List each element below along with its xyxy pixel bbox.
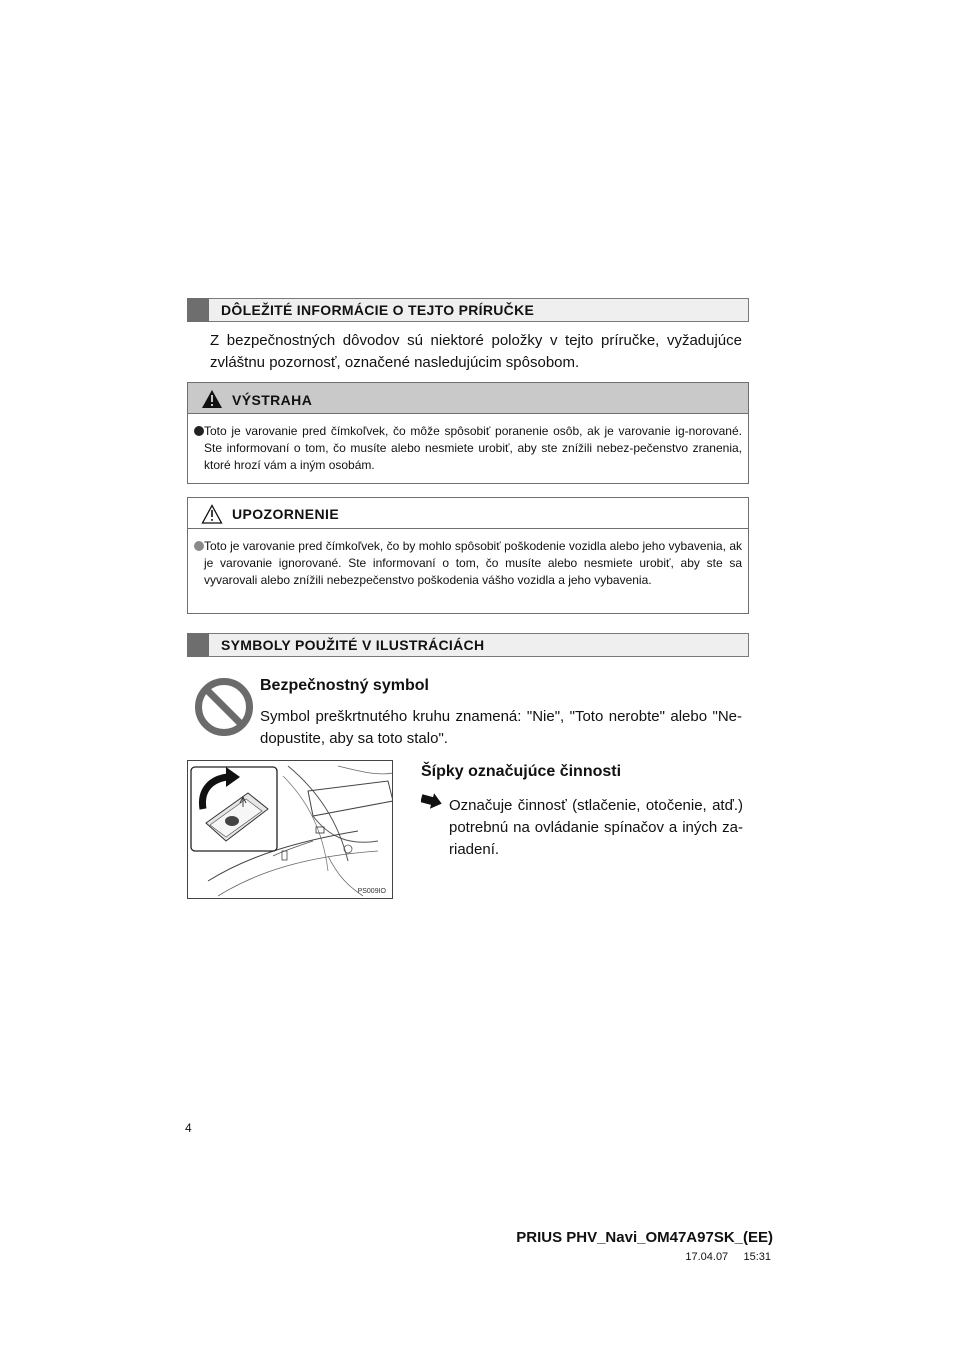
console-illustration [188,761,393,899]
caution-label: UPOZORNENIE [232,506,340,522]
section-title: SYMBOLY POUŽITÉ V ILUSTRÁCIÁCH [221,637,485,653]
warning-triangle-icon [201,389,223,409]
section-header-symbols [187,633,749,657]
section-header-bar [187,633,209,657]
illustration-console [187,760,393,899]
bullet-icon [194,541,204,551]
safety-symbol-title: Bezpečnostný symbol [260,677,429,694]
illustration-code: PS009IO [357,888,386,895]
action-arrow-icon [421,793,443,809]
safety-symbol-text: Symbol preškrtnutého kruhu znamená: "Nie", "Toto nerobte" alebo "Ne-dopustite, aby sa toto stalo". [260,708,742,747]
caution-body [188,529,748,599]
action-arrows-text: Označuje činnosť (stlačenie, otočenie, atď.) potrebnú na ovládanie spínačov a iných za-riadení. [449,797,743,858]
section-header-important-info [187,298,749,322]
intro-paragraph: Z bezpečnostných dôvodov sú niektoré položky v tejto príručke, vyžadujúce zvláštnu pozornosť, označené nasledujúcim spôsobom. [210,332,742,371]
bullet-icon [194,426,204,436]
document-datetime: 17.04.07 15:31 [685,1251,771,1263]
section-title: DÔLEŽITÉ INFORMÁCIE O TEJTO PRÍRUČKE [221,302,535,318]
page-number: 4 [185,1121,192,1135]
warning-label: VÝSTRAHA [232,392,313,408]
section-header-bar [187,298,209,322]
document-id: PRIUS PHV_Navi_OM47A97SK_(EE) [516,1229,773,1246]
warning-text: Toto je varovanie pred čímkoľvek, čo môže spôsobiť poranenie osôb, ak je varovanie ig-norované. Ste informovaní o tom, čo musíte alebo nesmiete urobiť, aby ste znížili nebez-pečenstvo zranenia, ktoré hrozí vám a iným osobám. [204,424,742,472]
warning-box [187,382,749,484]
caution-triangle-icon [201,504,223,524]
warning-box-header [188,383,748,414]
prohibition-icon [193,676,255,738]
caution-box [187,497,749,614]
action-arrows-title: Šípky označujúce činnosti [421,763,622,780]
warning-body [188,414,748,484]
caution-text: Toto je varovanie pred čímkoľvek, čo by mohlo spôsobiť poškodenie vozidla alebo jeho vybavenia, ak je varovanie ignorované. Ste informovaní o tom, čo musíte alebo nesmiete urobiť, aby ste sa vyvarovali alebo znížili nebezpečenstvo poškodenia vášho vozidla a jeho vybavenia. [204,539,742,587]
caution-box-header [188,498,748,529]
